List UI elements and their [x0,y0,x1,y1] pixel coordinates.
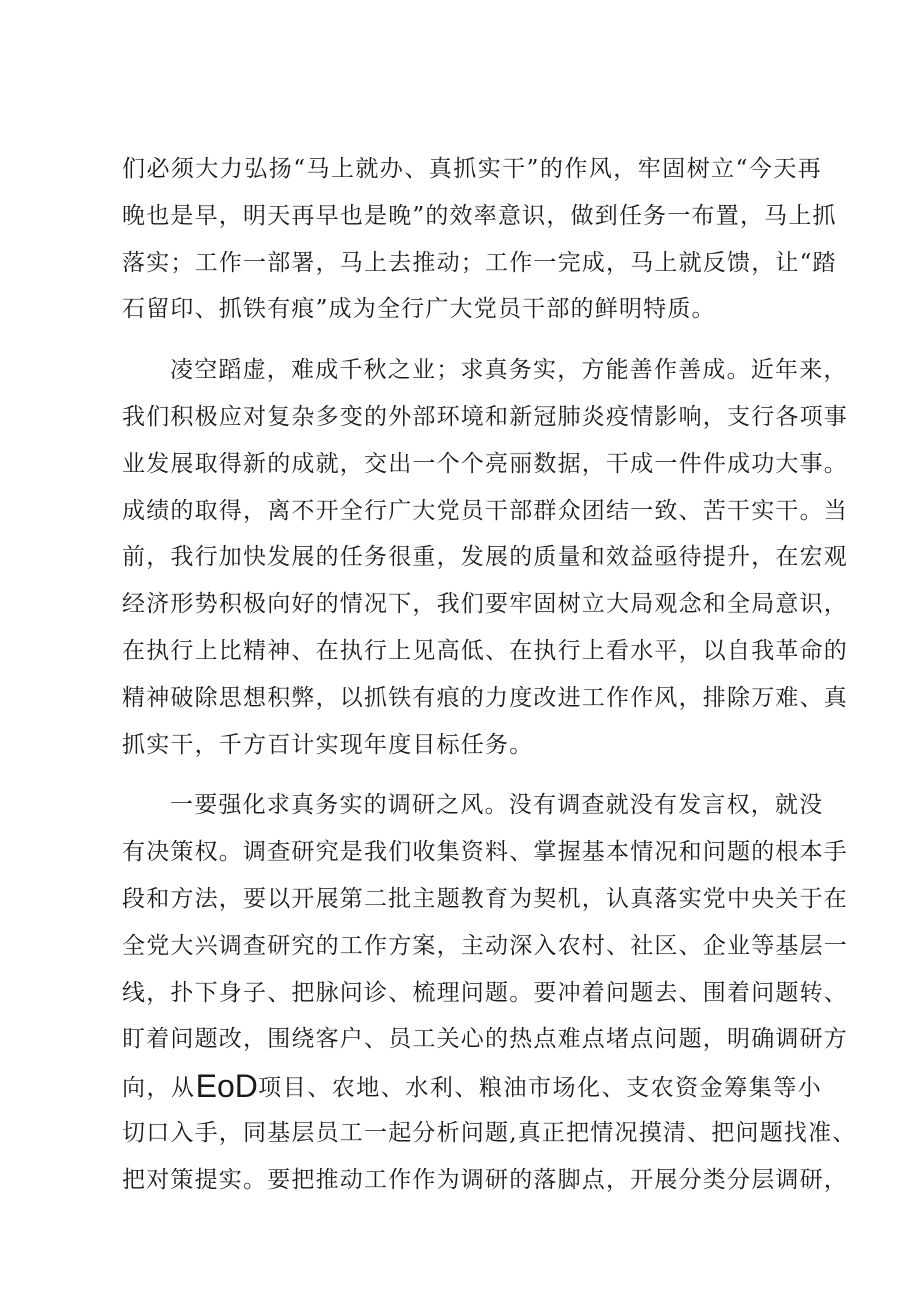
text-line: 凌空蹈虚，难成千秋之业；求真务实，方能善作善成。近年来， [170,357,848,384]
text-line: 全党大兴调查研究的工作方案，主动深入农村、社区、企业等基层一 [122,932,848,959]
paragraph [122,146,837,333]
text-line: 把对策提实。要把推动工作作为调研的落脚点，开展分类分层调研， [122,1166,848,1193]
text-line: 我们积极应对复杂多变的外部环境和新冠肺炎疫情影响，支行各项事 [122,403,848,430]
text-line: 晚也是早，明天再早也是晚”的效率意识，做到任务一布置，马上抓 [122,202,837,229]
document-body [122,146,857,1204]
text-line: 有决策权。调查研究是我们收集资料、掌握基本情况和问题的根本手 [122,839,848,866]
text-line: 抓实干，千方百计实现年度目标任务。 [122,731,534,758]
text-line-start: 向，从 [122,1075,196,1102]
text-line: 线，扑下身子、把脉问诊、梳理问题。要冲着问题去、围着问题转、 [122,979,848,1006]
paragraph [122,782,857,1203]
text-line: 精神破除思想积弊，以抓铁有痕的力度改进工作作风，排除万难、真 [122,684,848,711]
text-line: 们必须大力弘扬“马上就办、真抓实干”的作风，牢固树立“今天再 [122,156,822,182]
text-line: 落实；工作一部署，马上去推动；工作一完成，马上就反馈，让“踏 [122,249,837,276]
text-line: 业发展取得新的成就，交出一个个亮丽数据，干成一件件成功大事。 [122,450,848,477]
text-line [122,1063,822,1110]
text-line: 盯着问题改，围绕客户、员工关心的热点难点堵点问题，明确调研方 [122,1026,848,1053]
text-line: 在执行上比精神、在执行上见高低、在执行上看水平，以自我革命的 [122,637,848,664]
text-line: 一要强化求真务实的调研之风。没有调查就没有发言权，就没 [170,792,824,819]
text-line: 段和方法，要以开展第二批主题教育为契机，认真落实党中央关于在 [122,885,848,912]
text-line: 经济形势积极向好的情况下，我们要牢固树立大局观念和全局意识， [122,591,848,618]
paragraph [122,347,848,768]
text-line: 石留印、抓铁有痕”成为全行广大党员干部的鲜明特质。 [122,296,716,323]
text-line: 成绩的取得，离不开全行广大党员干部群众团结一致、苦干实干。当 [122,497,848,524]
text-line: 切口入手，同基层员工一起分析问题,真正把情况摸清、把问题找准、 [122,1119,857,1146]
text-line-end: 项目、农地、水利、粮油市场化、支农资金筹集等小 [257,1075,822,1102]
eod-term: EoD [195,1068,258,1105]
text-line: 前，我行加快发展的任务很重，发展的质量和效益亟待提升，在宏观 [122,544,848,571]
